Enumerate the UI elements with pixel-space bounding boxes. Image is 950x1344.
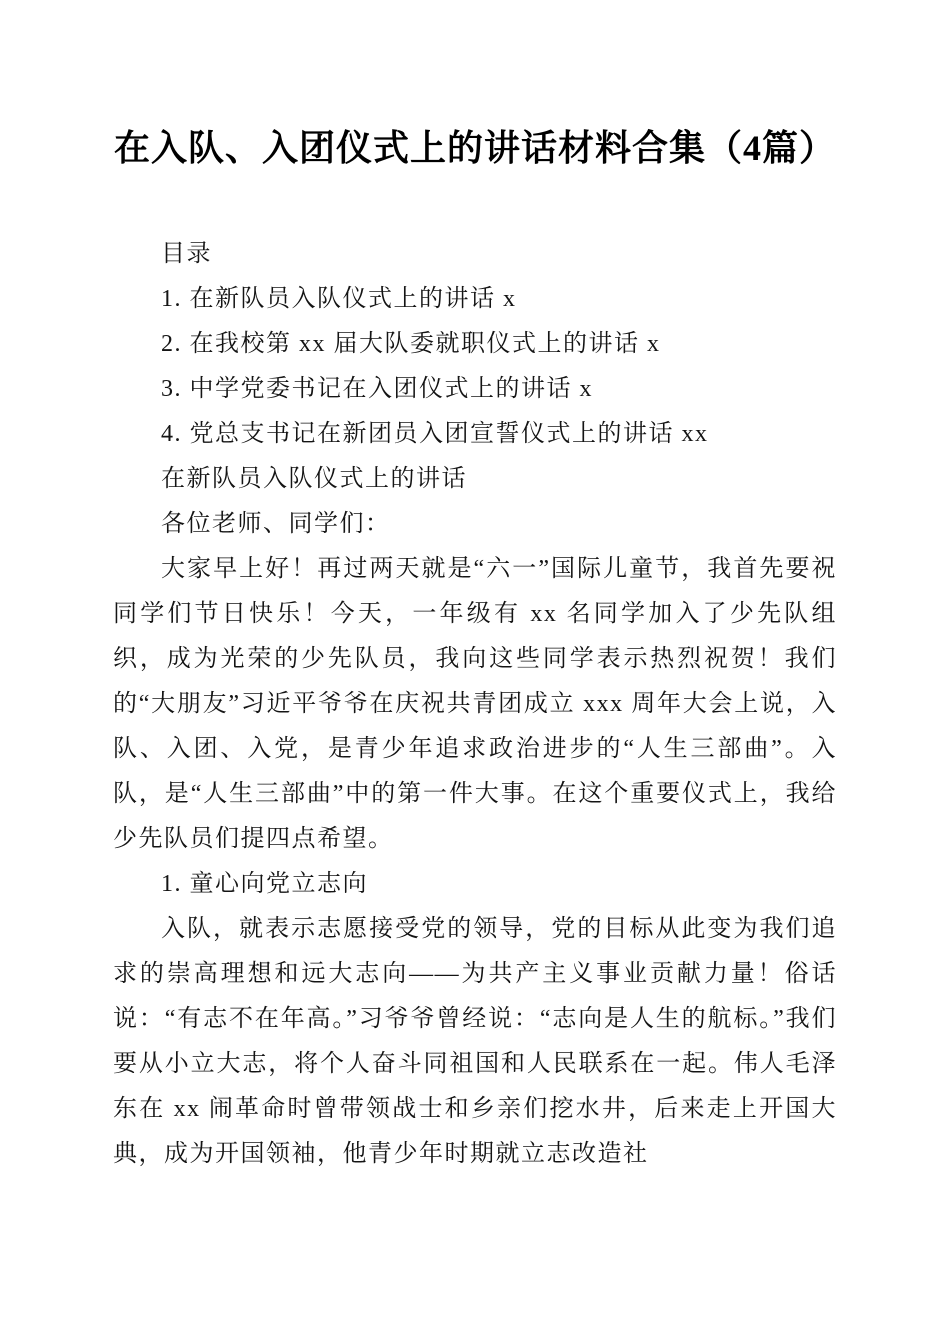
document-body bbox=[113, 232, 837, 1177]
subheading-1: 1. 童心向党立志向 bbox=[161, 871, 368, 897]
document-title: 在入队、入团仪式上的讲话材料合集（4篇） bbox=[113, 128, 836, 168]
toc-item-2: 2. 在我校第 xx 届大队委就职仪式上的讲话 x bbox=[161, 331, 661, 357]
section-heading: 在新队员入队仪式上的讲话 bbox=[161, 466, 467, 492]
toc-item-4: 4. 党总支书记在新团员入团宣誓仪式上的讲话 xx bbox=[161, 421, 709, 447]
toc-label: 目录 bbox=[161, 241, 212, 267]
toc-item-1: 1. 在新队员入队仪式上的讲话 x bbox=[161, 286, 517, 312]
toc-item-3: 3. 中学党委书记在入团仪式上的讲话 x bbox=[161, 376, 593, 402]
body-paragraph-1: 大家早上好！再过两天就是“六一”国际儿童节，我首先要祝同学们节日快乐！今天，一年级有 xx 名同学加入了少先队组织，成为光荣的少先队员，我向这些同学表示热烈祝贺！我们的“大朋友”习近平爷爷在庆祝共青团成立 xxx 周年大会上说，入队、入团、入党，是青少年追求政治进步的“人生三部曲”。入队，是“人生三部曲”中的第一件大事。在这个重要仪式上，我给少先队员们提四点希望。 bbox=[113, 556, 837, 852]
salutation-line: 各位老师、同学们： bbox=[161, 511, 391, 537]
body-paragraph-2: 入队，就表示志愿接受党的领导，党的目标从此变为我们追求的崇高理想和远大志向——为共产主义事业贡献力量！俗话说：“有志不在年高。”习爷爷曾经说：“志向是人生的航标。”我们要从小立大志，将个人奋斗同祖国和人民联系在一起。伟人毛泽东在 xx 闹革命时曾带领战士和乡亲们挖水井，后来走上开国大典，成为开国领袖，他青少年时期就立志改造社 bbox=[113, 916, 837, 1167]
